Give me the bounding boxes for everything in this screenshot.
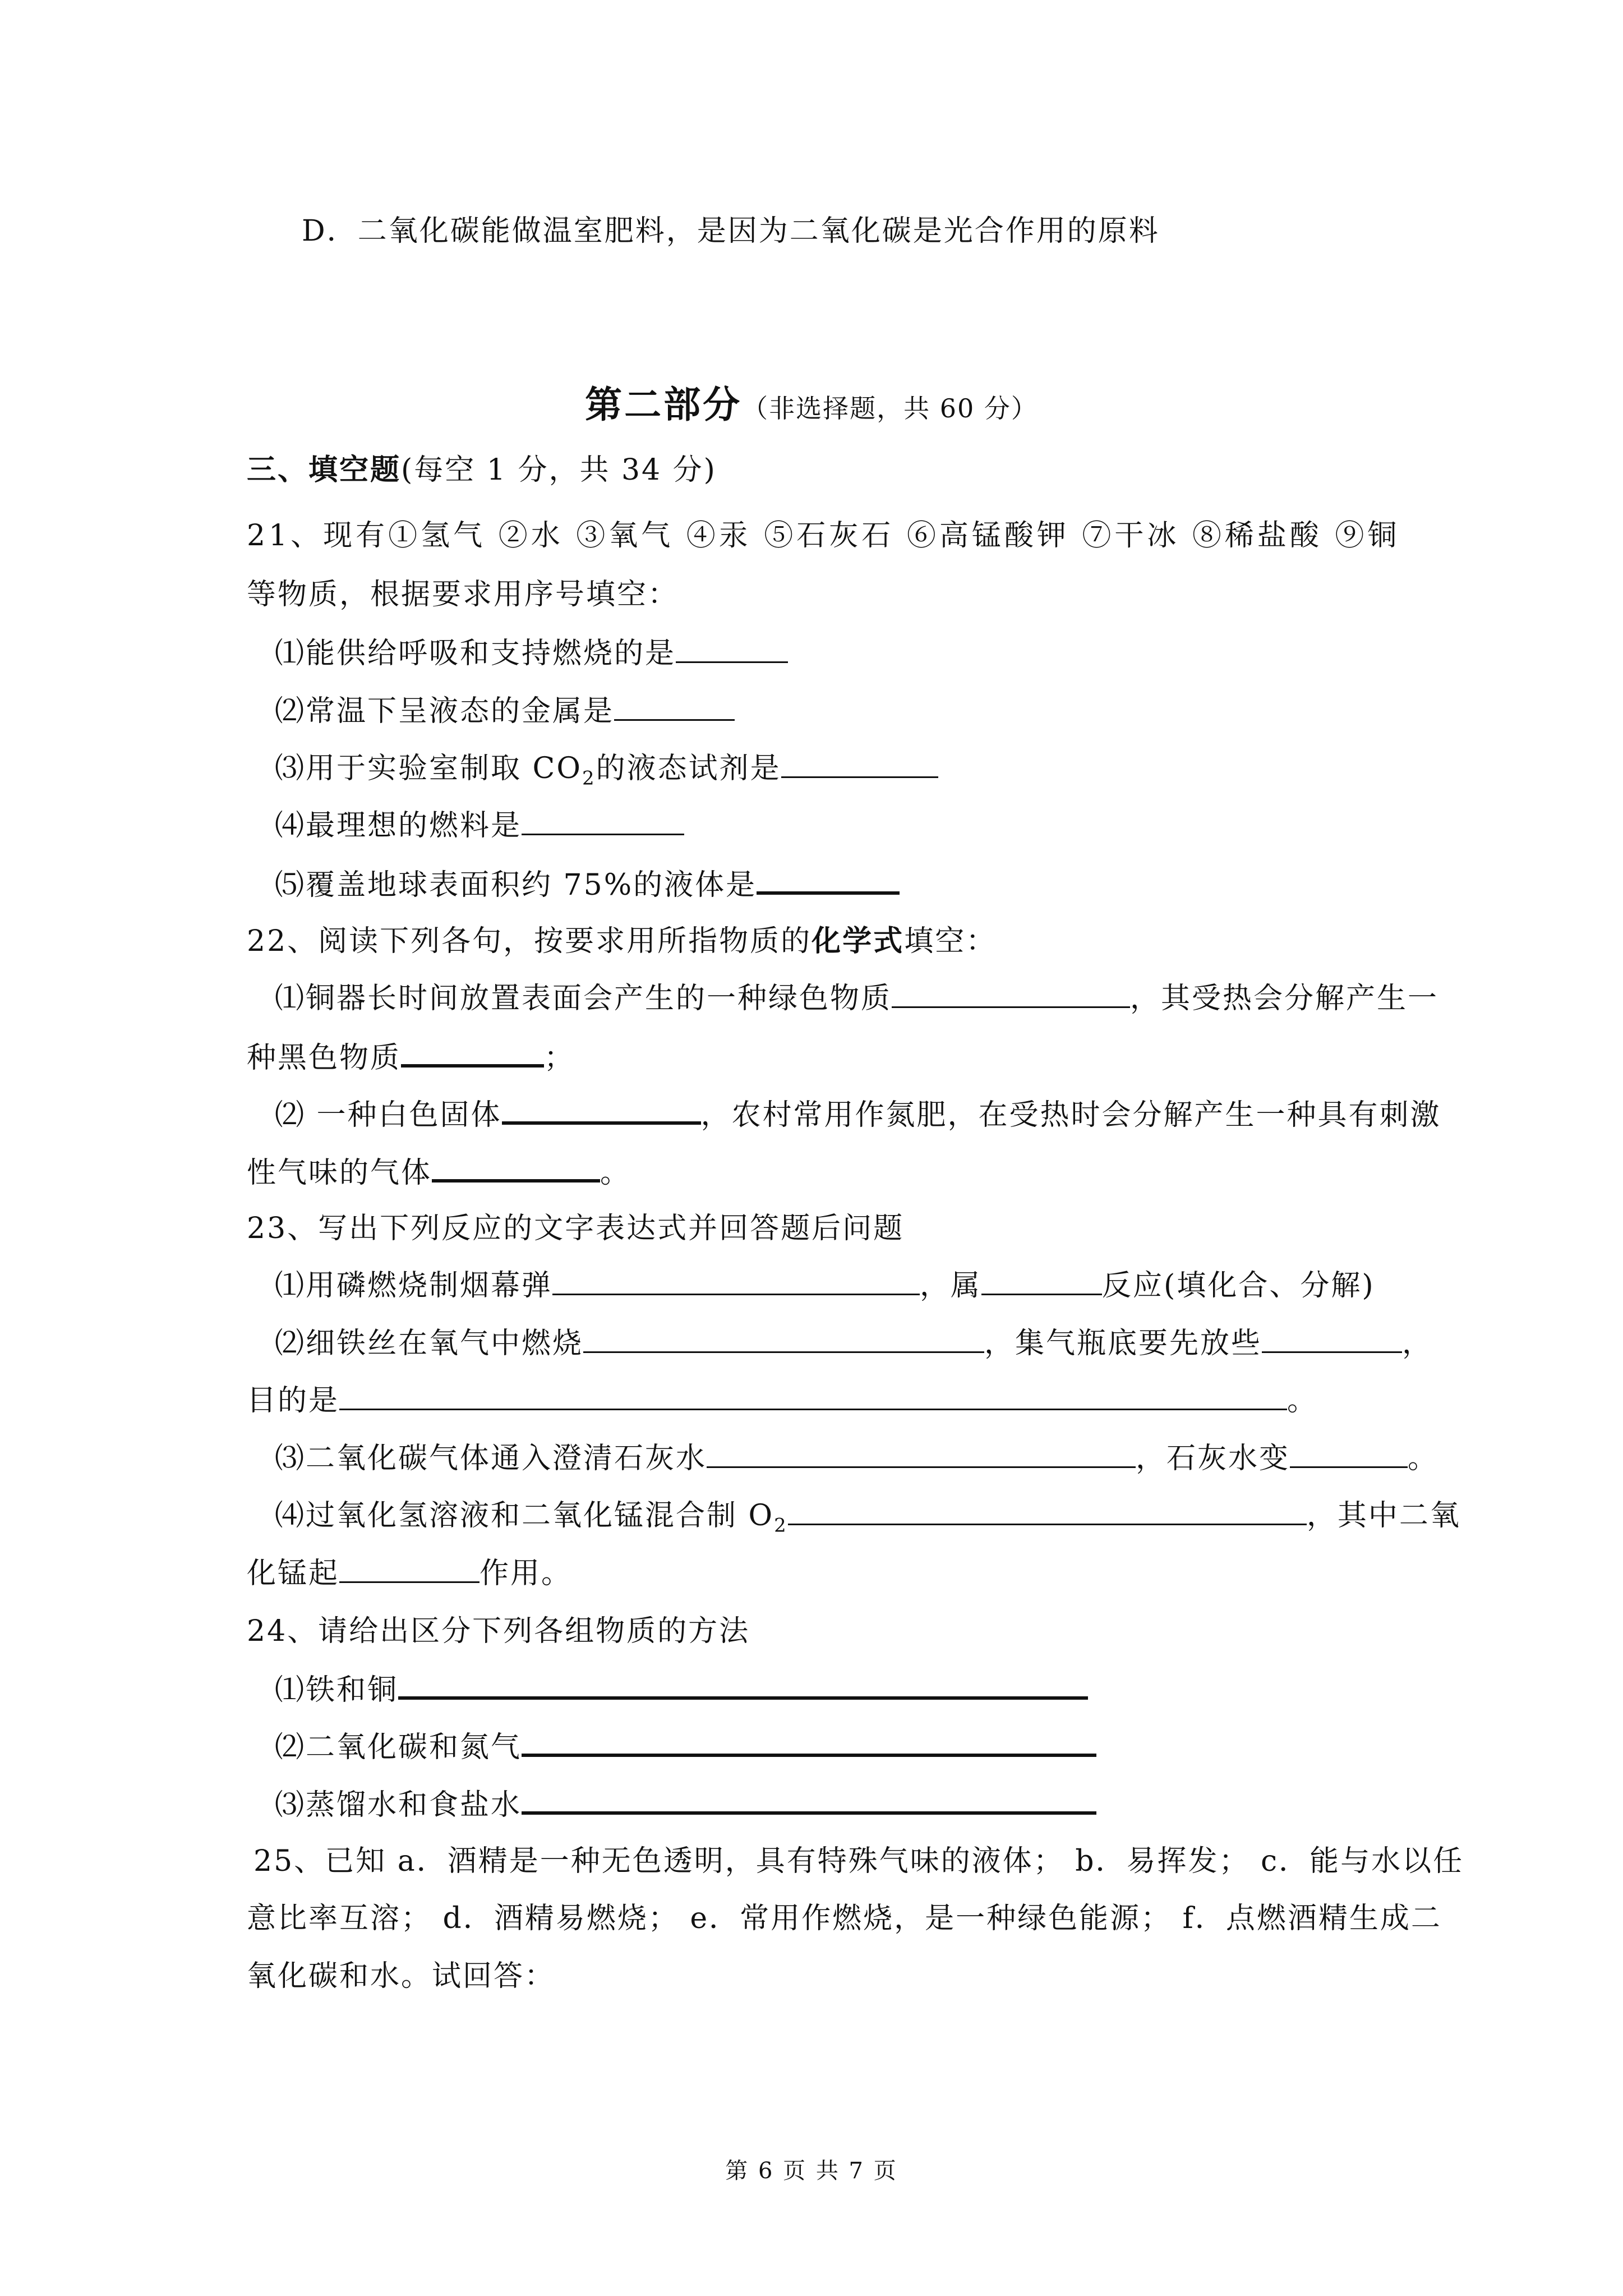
q24-part1-blank[interactable] [398,1672,1088,1700]
q23-part3-blank2[interactable] [1290,1442,1408,1468]
q21-part1-text: ⑴能供给呼吸和支持燃烧的是 [275,637,676,670]
section-title-main: 第二部分 [585,383,743,426]
q21-part3 [275,752,938,790]
q23-stem: 23、写出下列反应的文字表达式并回答题后问题 [247,1212,905,1245]
q23-part1 [275,1269,1375,1303]
q22-part2-text-d: 。 [600,1156,631,1190]
q23-part4-sub: 2 [774,1514,788,1537]
q21-part4-blank[interactable] [522,809,684,835]
q24-part2-blank[interactable] [522,1729,1096,1757]
q23-part4-line1 [275,1499,1461,1537]
q24-part3 [275,1787,1096,1822]
q23-part2-blank3[interactable] [339,1384,1287,1410]
option-d: D．二氧化碳能做温室肥料，是因为二氧化碳是光合作用的原料 [302,214,1160,248]
q22-part1-text-a: ⑴铜器长时间放置表面会产生的一种绿色物质 [275,982,892,1015]
q22-part2-text-b: ，农村常用作氮肥，在受热时会分解产生一种具有刺激 [700,1098,1441,1132]
q24-part3-blank[interactable] [522,1787,1096,1815]
q21-part3-text-b: 的液态试剂是 [596,752,781,785]
q22-part1-line2 [247,1039,575,1075]
q23-part1-text-b: ，属 [920,1269,982,1303]
q21-part2-text: ⑵常温下呈液态的金属是 [275,694,615,728]
q23-part2-text-e: 。 [1287,1384,1318,1418]
q22-part2-text-c: 性气味的气体 [247,1156,432,1190]
q23-part4-blank2[interactable] [339,1557,479,1583]
q21-part2-blank[interactable] [614,694,735,721]
q24-part1 [275,1672,1088,1707]
q23-part3 [275,1442,1438,1475]
q23-part2-blank1[interactable] [583,1327,984,1353]
q25-line1: 25、已知 a．酒精是一种无色透明，具有特殊气味的液体； b．易挥发； c．能与水以任 [253,1844,1464,1878]
section-title-note: （非选择题，共 60 分） [742,393,1038,424]
q23-part2-text-b: ，集气瓶底要先放些 [984,1327,1262,1360]
q22-stem-a: 22、阅读下列各句，按要求用所指物质的 [247,924,812,958]
q21-part1-blank[interactable] [676,637,788,663]
q21-part3-sub: 2 [582,767,596,790]
q23-part2-blank2[interactable] [1262,1327,1402,1353]
q24-stem: 24、请给出区分下列各组物质的方法 [247,1614,750,1648]
q25-line3: 氧化碳和水。试回答： [247,1959,556,1993]
q22-part2-text-a: ⑵ 一种白色固体 [275,1098,502,1132]
q24-part3-text: ⑶蒸馏水和食盐水 [275,1788,522,1822]
part-heading-note: (每空 1 分，共 34 分) [401,453,717,487]
q21-part4-text: ⑷最理想的燃料是 [275,809,522,843]
q21-part5 [275,867,900,902]
q23-part2-line2 [247,1384,1318,1418]
q21-part3-text-a: ⑶用于实验室制取 CO [275,752,582,785]
q22-part2-line2 [247,1154,631,1190]
q23-part4-text-d: 作用。 [479,1557,573,1590]
q23-part3-blank1[interactable] [707,1442,1136,1468]
q21-part2 [275,694,735,728]
q22-stem-b: 填空： [904,924,997,958]
q22-part1-text-d: ； [544,1041,575,1075]
q21-part5-blank[interactable] [757,867,900,895]
q22-part2-blank1[interactable] [502,1097,701,1125]
q22-stem-bold: 化学式 [811,924,905,958]
q23-part3-text-c: 。 [1408,1442,1439,1475]
q23-part3-text-a: ⑶二氧化碳气体通入澄清石灰水 [275,1442,707,1475]
q23-part4-text-b: ，其中二氧 [1306,1499,1461,1533]
q23-part2-text-a: ⑵细铁丝在氧气中燃烧 [275,1327,584,1360]
q24-part1-text: ⑴铁和铜 [275,1673,399,1707]
q22-part1-text-b: ，其受热会分解产生一 [1130,982,1439,1015]
q22-part1-text-c: 种黑色物质 [247,1041,402,1075]
q24-part2 [275,1729,1096,1764]
q22-part2-blank2[interactable] [432,1154,600,1182]
q22-part1-line1 [275,982,1438,1015]
part-heading [247,453,717,487]
q24-part2-text: ⑵二氧化碳和氮气 [275,1731,522,1764]
q23-part1-blank2[interactable] [981,1269,1102,1295]
part-heading-label: 三、填空题 [247,453,402,487]
q22-part1-blank2[interactable] [401,1039,544,1068]
q21-part5-text: ⑸覆盖地球表面积约 75%的液体是 [275,868,757,902]
q23-part3-text-b: ，石灰水变 [1136,1442,1290,1475]
q23-part2-line1 [275,1327,1433,1360]
q25-line2: 意比率互溶； d．酒精易燃烧； e．常用作燃烧，是一种绿色能源； f．点燃酒精生成二 [247,1902,1442,1935]
q21-stem-line1: 21、现有①氢气 ②水 ③氧气 ④汞 ⑤石灰石 ⑥高锰酸钾 ⑦干冰 ⑧稀盐酸 ⑨铜 [247,519,1400,553]
q22-part1-blank1[interactable] [892,982,1130,1008]
q23-part4-line2 [247,1557,572,1590]
section-title [0,375,1623,428]
q23-part1-blank1[interactable] [552,1269,920,1295]
q22-stem [247,924,997,958]
q23-part4-text-c: 化锰起 [247,1557,340,1590]
q23-part1-text-c: 反应(填化合、分解) [1102,1269,1375,1303]
q23-part1-text-a: ⑴用磷燃烧制烟幕弹 [275,1269,553,1303]
q21-part3-blank[interactable] [781,752,938,778]
q21-stem-line2: 等物质，根据要求用序号填空： [247,578,679,611]
q21-part4 [275,809,684,843]
q23-part2-text-c: ， [1402,1327,1433,1360]
q23-part2-text-d: 目的是 [247,1384,340,1418]
q23-part4-text-a: ⑷过氧化氢溶液和二氧化锰混合制 O [275,1499,774,1533]
q23-part4-blank1[interactable] [788,1499,1307,1525]
q22-part2-line1 [275,1097,1441,1132]
q21-part1 [275,637,788,670]
page-footer: 第 6 页 共 7 页 [725,2158,898,2184]
